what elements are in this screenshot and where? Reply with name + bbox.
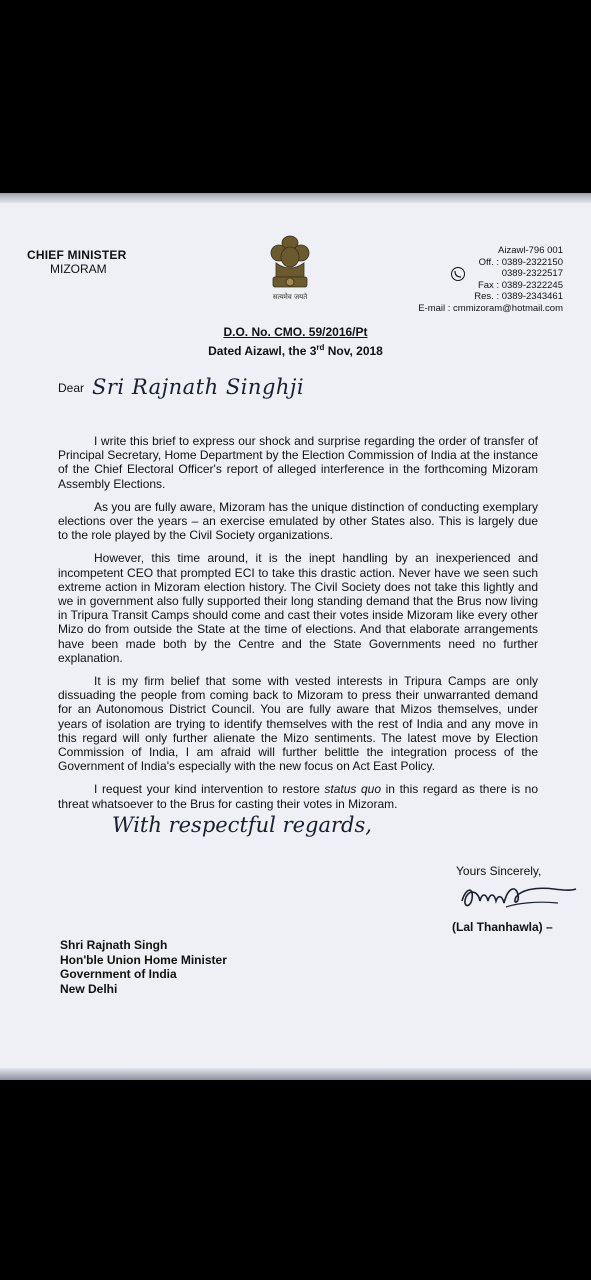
closing-line: Yours Sincerely, — [456, 864, 542, 878]
letterhead-title: CHIEF MINISTER — [27, 248, 127, 262]
contact-block — [418, 245, 563, 314]
fax-number: Fax : 0389-2322245 — [477, 279, 563, 291]
reference-block — [0, 324, 591, 359]
reference-number: D.O. No. CMO. 59/2016/Pt — [223, 325, 368, 339]
address-city: Aizawl-796 001 — [498, 245, 563, 256]
body-paragraph: I write this brief to express our shock and surprise regarding the order of transfer of Principal Secretary, Home Department by the Election Commission of India at the instance of the Chief Electoral Officer's report of alleged interference in the forthcoming Mizoram Assembly Elections. — [58, 434, 538, 491]
handwritten-regards: With respectful regards, — [112, 813, 372, 837]
letter-body — [58, 434, 538, 820]
recipient-name: Shri Rajnath Singh — [60, 938, 168, 952]
letter-date: Dated Aizawl, the 3rd Nov, 2018 — [208, 343, 383, 358]
letterhead-state: MIZORAM — [50, 262, 107, 276]
office-phone-2: 0389-2322517 — [501, 268, 563, 279]
recipient-place: New Delhi — [60, 981, 118, 996]
salutation-handwritten: Sri Rajnath Singhji — [92, 375, 305, 399]
office-phone-1: Off. : 0389-2322150 — [478, 256, 563, 268]
email-address: E-mail : cmmizoram@hotmail.com — [418, 302, 563, 314]
national-emblem-icon — [264, 233, 316, 307]
phone-icon — [450, 266, 466, 282]
body-paragraph: It is my firm belief that some with vested interests in Tripura Camps are only dissuading the people from coming back to Mizoram to press their unwarranted demand for an Autonomous District Council. You are fully aware that Mizos themselves, under years of isolation are trying to identify themselves with the rest of India and any move in this regard will only further alienate the Mizo sentiments. The latest move by Election Commission of India, I am afraid will further belittle the integration process of the Government of India's especially with the new focus on Act East Policy. — [58, 674, 538, 774]
salutation-dear: Dear — [58, 381, 85, 395]
signature-icon — [458, 881, 578, 915]
emblem-motto: सत्यमेव जयते — [272, 293, 308, 301]
letterhead-title-block — [27, 248, 126, 276]
recipient-org: Government of India — [60, 967, 177, 981]
body-paragraph: I request your kind intervention to restore status quo in this regard as there is no threat whatsoever to the Brus for casting their votes in Mizoram. — [58, 782, 539, 811]
residence-phone: Res. : 0389-2343461 — [474, 291, 563, 302]
recipient-designation: Hon'ble Union Home Minister — [60, 952, 227, 967]
signatory-name: (Lal Thanhawla) – — [452, 920, 553, 934]
body-paragraph: As you are fully aware, Mizoram has the unique distinction of conducting exemplary elections over the years – an exercise emulated by other States also. This is largely due to the role played by the Civil Society organizations. — [58, 499, 538, 543]
body-paragraph: However, this time around, it is the inept handling by an inexperienced and incompetent CEO that prompted ECI to take this drastic action. Never have we seen such extreme action in Mizoram election history. The Civil Society does not take this lightly and we in government also fully supported their long standing demand that the Brus now living in Tripura Transit Camps should come and cast their votes inside Mizoram like every other Mizo do from outside the State at the time of elections. And that elaborate arrangements have been made both by the Centre and the State Governments need no further explanation. — [58, 551, 538, 665]
recipient-block — [60, 938, 227, 996]
letter-page — [0, 193, 591, 1080]
